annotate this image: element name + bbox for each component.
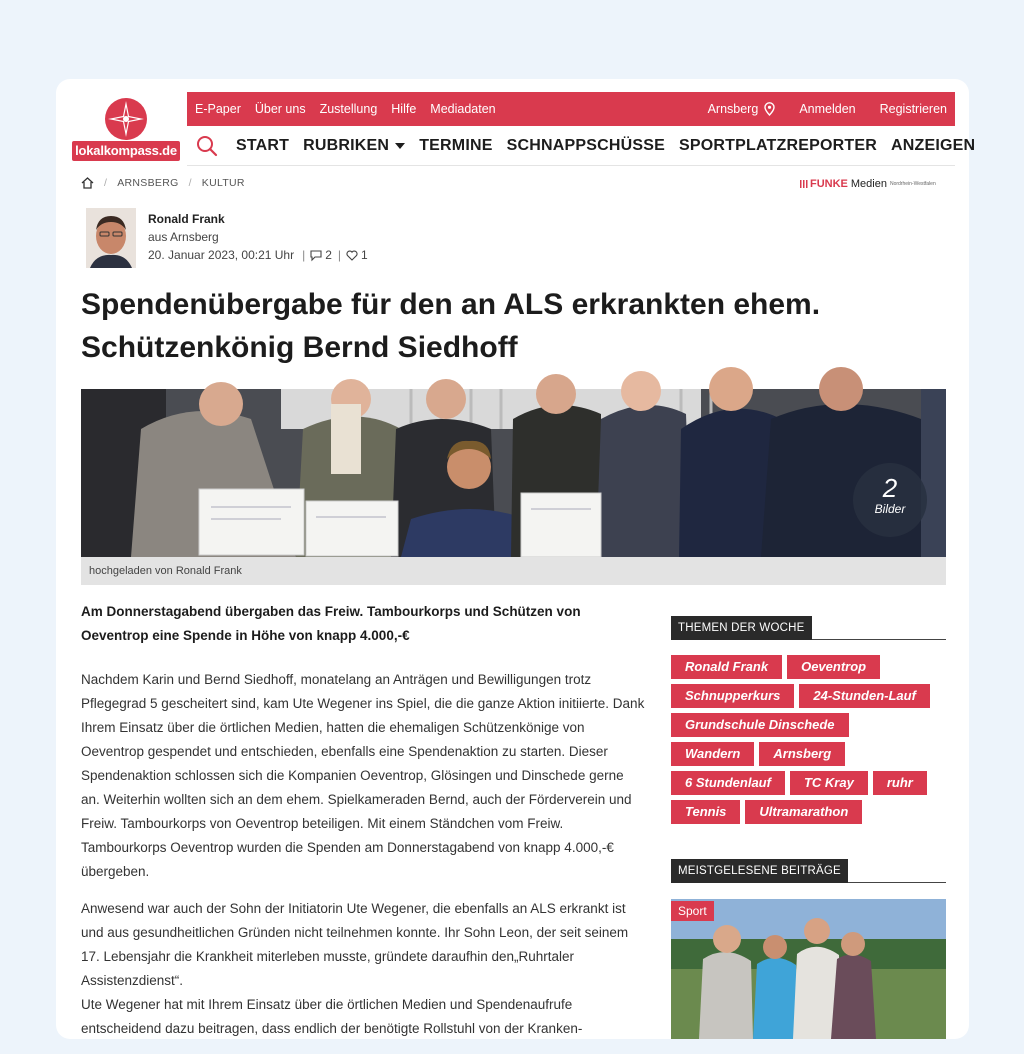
- publish-date: 20. Januar 2023, 00:21 Uhr: [148, 248, 295, 262]
- topics-title: THEMEN DER WOCHE: [671, 616, 812, 640]
- tag-arnsberg[interactable]: Arnsberg: [759, 742, 845, 766]
- map-pin-icon: [764, 102, 775, 116]
- register-link[interactable]: Registrieren: [879, 102, 947, 116]
- nav-item-rubriken[interactable]: [303, 137, 405, 155]
- page-card: [56, 79, 976, 1039]
- tag-row: [671, 800, 956, 824]
- tag-tennis[interactable]: Tennis: [671, 800, 740, 824]
- publisher-logo: [800, 178, 936, 190]
- location-selector[interactable]: [708, 102, 776, 116]
- topbar-link-about[interactable]: Über uns: [254, 102, 306, 116]
- compass-star-icon: [104, 97, 148, 141]
- nav-item-anzeigen[interactable]: ANZEIGEN: [890, 137, 976, 154]
- comment-icon[interactable]: [310, 250, 322, 261]
- heart-icon[interactable]: [346, 250, 358, 261]
- nav-item-start[interactable]: START: [236, 137, 290, 154]
- publisher-name: Medien: [850, 178, 887, 190]
- chevron-down-icon: [395, 143, 405, 149]
- tag-row: [671, 713, 956, 737]
- login-link[interactable]: Anmelden: [799, 102, 856, 116]
- topbar-link-help[interactable]: Hilfe: [391, 102, 417, 116]
- author-photo: [86, 208, 136, 268]
- gallery-count: 2: [882, 473, 898, 503]
- like-count[interactable]: 1: [361, 248, 368, 262]
- tag-24-stunden-lauf[interactable]: 24-Stunden-Lauf: [799, 684, 930, 708]
- home-icon[interactable]: [81, 177, 94, 189]
- publisher-sub: Nordrhein-Westfalen: [889, 181, 936, 187]
- tag-ruhr[interactable]: ruhr: [873, 771, 927, 795]
- tag-6-stundenlauf[interactable]: 6 Stundenlauf: [671, 771, 785, 795]
- funke-bars-icon: [800, 180, 810, 188]
- topbar-link-delivery[interactable]: Zustellung: [319, 102, 378, 116]
- breadcrumb-separator: /: [104, 177, 108, 189]
- image-caption: [81, 557, 946, 585]
- breadcrumb-separator: /: [188, 177, 192, 189]
- topic-tags: [671, 655, 956, 829]
- caption-prefix: hochgeladen von: [89, 565, 173, 577]
- meta-separator: |: [337, 248, 342, 262]
- topics-header: [671, 616, 946, 640]
- tag-ultramarathon[interactable]: Ultramarathon: [745, 800, 862, 824]
- tag-ronald-frank[interactable]: Ronald Frank: [671, 655, 782, 679]
- tag-grundschule-dinschede[interactable]: Grundschule Dinschede: [671, 713, 849, 737]
- nav-item-schnappschuesse[interactable]: SCHNAPPSCHÜSSE: [506, 137, 665, 154]
- author-meta: [148, 248, 368, 262]
- popular-title: MEISTGELESENE BEITRÄGE: [671, 859, 848, 883]
- nav-divider: [187, 165, 955, 166]
- publisher-brand: FUNKE: [810, 178, 848, 190]
- tag-row: [671, 684, 956, 708]
- main-nav: [196, 131, 976, 161]
- tag-row: [671, 771, 956, 795]
- topbar-link-epaper[interactable]: E-Paper: [195, 102, 241, 116]
- breadcrumb: [81, 177, 245, 189]
- article-hero-image[interactable]: [81, 389, 946, 557]
- tag-wandern[interactable]: Wandern: [671, 742, 754, 766]
- logo-text: lokalkompass.de: [72, 141, 180, 161]
- topbar-right: [684, 102, 947, 116]
- gallery-count-badge[interactable]: [853, 463, 927, 537]
- top-bar: [187, 92, 955, 126]
- gallery-label: Bilder: [874, 502, 906, 516]
- tag-schnupperkurs[interactable]: Schnupperkurs: [671, 684, 794, 708]
- popular-header: [671, 859, 946, 883]
- tag-tc-kray[interactable]: TC Kray: [790, 771, 868, 795]
- site-logo[interactable]: [72, 97, 180, 163]
- comment-count[interactable]: 2: [325, 248, 332, 262]
- hero-photo: [81, 389, 946, 557]
- category-badge[interactable]: Sport: [671, 901, 714, 921]
- search-icon[interactable]: [196, 135, 218, 157]
- article-title: Spendenübergabe für den an ALS erkrankten ehem. Schützenkönig Bernd Siedhoff: [81, 288, 821, 364]
- tag-row: [671, 655, 956, 679]
- popular-article-card[interactable]: [671, 899, 946, 1039]
- nav-item-sportplatzreporter[interactable]: SPORTPLATZREPORTER: [678, 137, 877, 154]
- breadcrumb-item-kultur[interactable]: KULTUR: [201, 177, 245, 189]
- tag-oeventrop[interactable]: Oeventrop: [787, 655, 880, 679]
- author-location: aus Arnsberg: [148, 230, 219, 244]
- caption-author-link[interactable]: Ronald Frank: [175, 565, 242, 577]
- author-name[interactable]: Ronald Frank: [148, 212, 225, 226]
- article-body: [81, 668, 646, 1054]
- location-label: Arnsberg: [707, 102, 759, 116]
- meta-separator: |: [302, 248, 306, 262]
- topbar-link-mediadata[interactable]: Mediadaten: [430, 102, 496, 116]
- nav-item-rubriken-label: RUBRIKEN: [303, 137, 390, 154]
- avatar[interactable]: [86, 208, 136, 268]
- tag-row: [671, 742, 956, 766]
- nav-item-termine[interactable]: TERMINE: [419, 137, 493, 154]
- breadcrumb-item-arnsberg[interactable]: ARNSBERG: [117, 177, 179, 189]
- article-lead: Am Donnerstagabend übergaben das Freiw. Tambourkorps und Schützen von Oeventrop eine Spende in Höhe von knapp 4.000,-€: [81, 604, 581, 643]
- article-paragraph: Nachdem Karin und Bernd Siedhoff, monatelang an Anträgen und Bewilligungen trotz Pflegegrad 5 gescheitert sind, kam Ute Wegener ins Spiel, die die ganze Aktion initiierte. Dank Ihrem Einsatz über die örtlichen Medien, hatten die ehemaligen Schützenkönige von Oeventrop gespendet und entschieden, ebenfalls eine Spendenaktion zu starten. Dieser Spendenaktion schlossen sich die Kompanien Oeventrop, Glösingen und Dinschede gerne an. Weiterhin wollten sich an dem ehem. Spielkameraden Bernd, auch der Förderverein und Freiw. Tambourkorps von Oeventrop beteiligen. Mit einem Ständchen vom Freiw. Tambourkorps Oeventrop wurden die Spenden am Donnerstagabend von knapp 4.000,-€ übergeben.: [81, 672, 645, 879]
- article-paragraph: Anwesend war auch der Sohn der Initiatorin Ute Wegener, die ebenfalls an ALS erkrankt ist und aus gesundheitlichen Gründen nicht teilnehmen konnte. Ihr Sohn Leon, der seit seinem 17. Lebensjahr die Krankheit miterleben musste, gründete daraufhin den„Ruhrtaler Assistenzdienst“. Ute Wegener hat mit Ihrem Einsatz über die örtlichen Medien und Spendenaufrufe entscheidend dazu beitragen, dass endlich der benötigte Rollstuhl von der Kranken-: [81, 901, 629, 1036]
